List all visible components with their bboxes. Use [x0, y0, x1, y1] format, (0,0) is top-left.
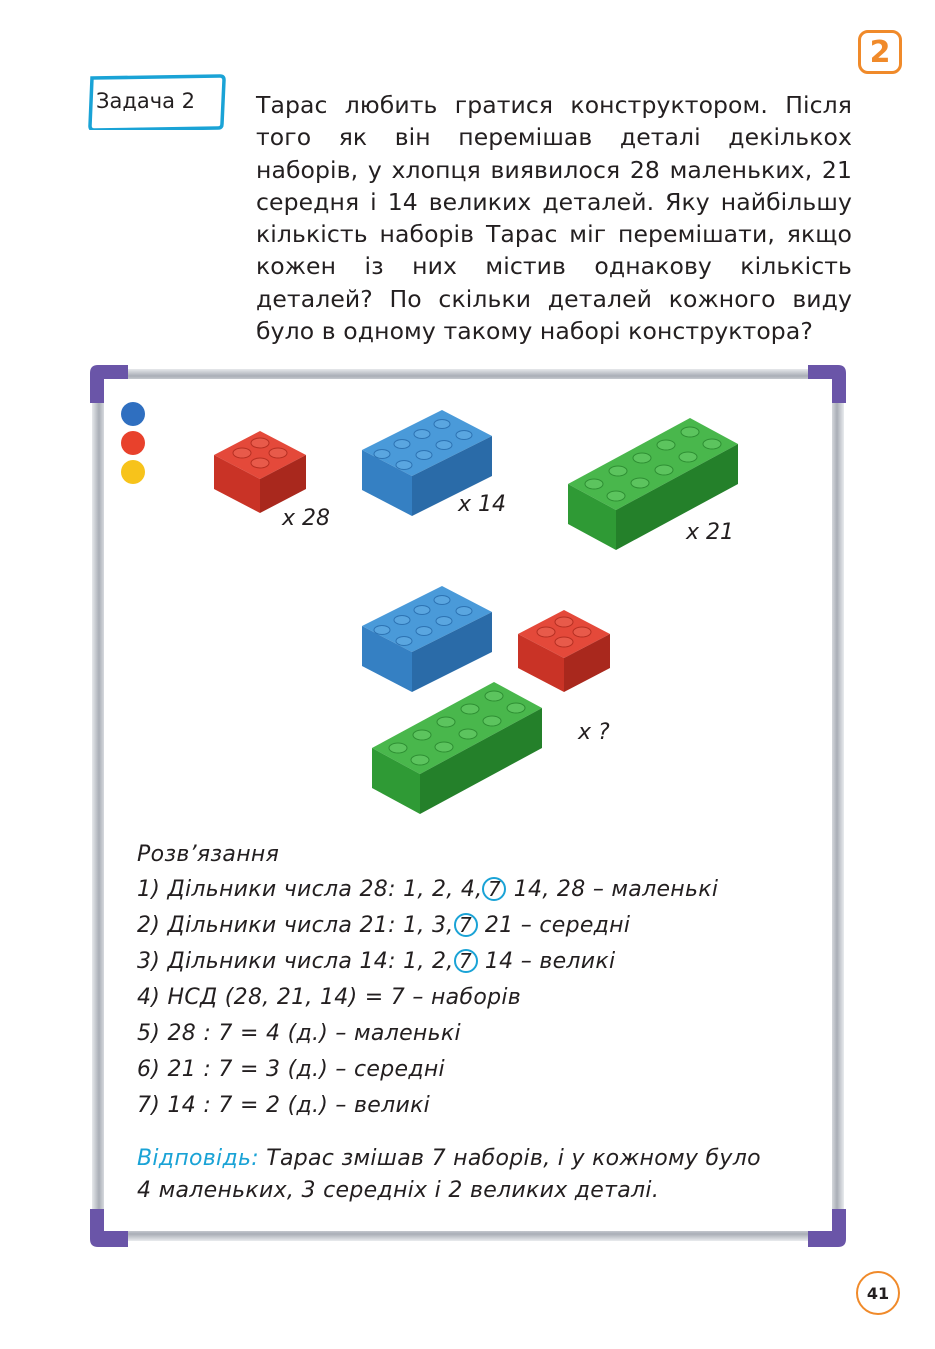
blue-dot-icon: [121, 402, 145, 426]
answer-label: Відповідь:: [137, 1146, 259, 1171]
solution-line-5: 5) 28 : 7 = 4 (д.) – маленькі: [137, 1021, 461, 1046]
answer-line-2: 4 маленьких, 3 середніх і 2 великих деталі.: [137, 1178, 660, 1203]
red-dot-icon: [121, 431, 145, 455]
line-2-text: 2) Дільники числа 21: 1, 3,: [137, 913, 454, 938]
line-1-text-end: 14, 28 – маленькі: [506, 877, 719, 902]
task-label-text: Задача 2: [96, 89, 196, 113]
small-red-brick-icon: [212, 425, 308, 515]
line-3-text-end: 14 – великі: [477, 949, 616, 974]
set-count: x ?: [578, 720, 610, 745]
solution-line-4: 4) НСД (28, 21, 14) = 7 – наборів: [137, 985, 522, 1010]
line-1-text: 1) Дільники числа 28: 1, 2, 4,: [137, 877, 483, 902]
medium-brick-count: x 14: [458, 492, 507, 517]
answer-text: Тарас змішав 7 наборів, і у кожному було: [258, 1146, 761, 1171]
solution-line-3: [137, 949, 615, 974]
circled-divisor: 7: [454, 913, 478, 937]
large-brick-count: x 21: [686, 520, 735, 545]
set-green-brick-icon: [370, 676, 544, 816]
solution-line-1: [137, 877, 718, 902]
answer-line-1: [137, 1146, 761, 1171]
line-3-text: 3) Дільники числа 14: 1, 2,: [137, 949, 454, 974]
problem-text: Тарас любить гратися конструктором. Після того як він перемішав деталі декількох наборів, у хлопця виявилося 28 маленьких, 21 середня і 14 великих деталей. Яку найбільшу кількість наборів Тарас міг перемішати, якщо кожен із них містив однакову кількість деталей? По скільки деталей кожного виду було в одному такому наборі конструктора?: [256, 91, 852, 346]
task-label: [86, 74, 226, 130]
solution-line-7: 7) 14 : 7 = 2 (д.) – великі: [137, 1093, 431, 1118]
solution-title: Розв’язання: [137, 842, 280, 867]
page-number: 41: [856, 1271, 900, 1315]
small-brick-count: x 28: [282, 506, 331, 531]
circled-divisor: 7: [482, 877, 506, 901]
line-2-text-end: 21 – середні: [477, 913, 631, 938]
circled-divisor: 7: [454, 949, 478, 973]
yellow-dot-icon: [121, 460, 145, 484]
solution-line-6: 6) 21 : 7 = 3 (д.) – середні: [137, 1057, 445, 1082]
solution-line-2: [137, 913, 630, 938]
chapter-number-badge: 2: [858, 30, 902, 74]
